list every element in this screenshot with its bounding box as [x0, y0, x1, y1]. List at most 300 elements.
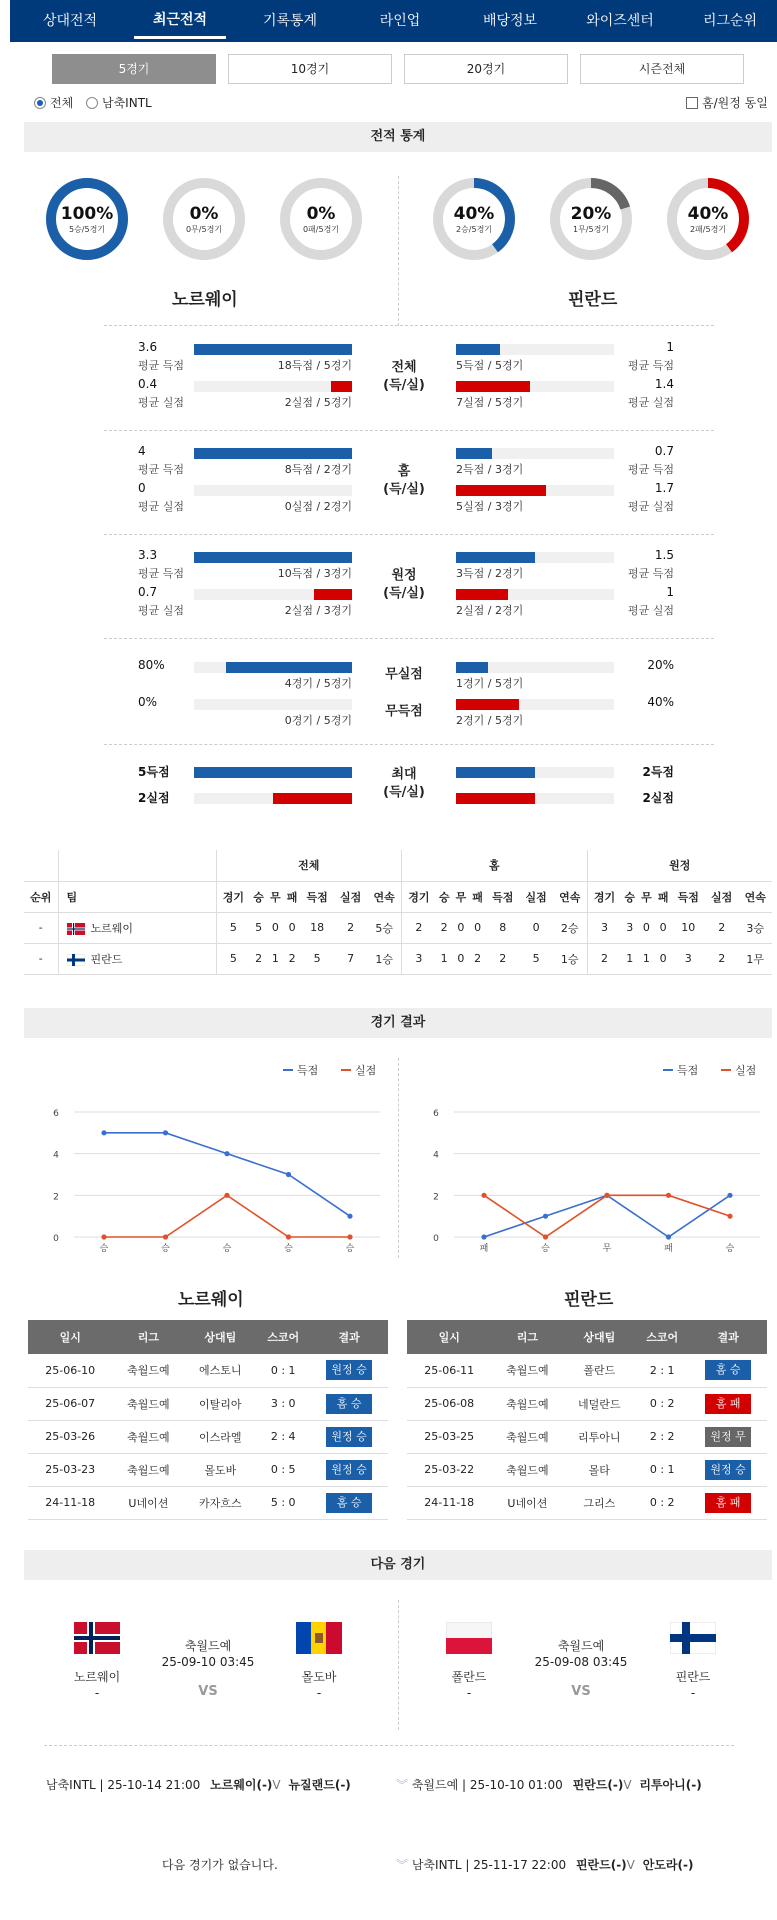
norway-flag-icon	[67, 923, 85, 935]
divider	[104, 325, 714, 326]
x-tick-label: 승	[161, 1244, 170, 1254]
stat-category-sub: (득/실)	[383, 785, 425, 800]
results-cell: 축월드예	[112, 1420, 184, 1453]
results-cell: 25-06-07	[28, 1387, 112, 1420]
donut-percent: 40%	[453, 204, 495, 224]
results-cell: 25-06-11	[407, 1354, 491, 1387]
result-badge: 원정 승	[326, 1360, 372, 1380]
divider	[104, 638, 714, 639]
results-header: 일시	[28, 1320, 112, 1354]
standings-cell: 10	[672, 912, 705, 943]
data-point	[286, 1172, 291, 1177]
home-stat-bar	[331, 381, 352, 392]
filter-intl-label: 남축INTL	[102, 96, 152, 110]
away-stat-sub: 5실점 / 3경기	[456, 500, 524, 513]
away-stat-label: 평균 실점	[627, 604, 674, 617]
next-opponent-team[interactable]: 폴란드	[451, 1670, 487, 1684]
next-away-team[interactable]: 핀란드	[675, 1670, 711, 1684]
results-cell: 축월드예	[112, 1453, 184, 1486]
next-opponent-team[interactable]: 몰도바	[301, 1670, 337, 1684]
svg-text:실점: 실점	[735, 1064, 757, 1077]
standings-cell: 2	[250, 943, 267, 974]
results-cell: U네이션	[491, 1486, 563, 1519]
filter-all-label: 전체	[50, 96, 74, 110]
results-cell: 축월드예	[491, 1387, 563, 1420]
ratio-donut	[549, 177, 633, 261]
away-stat-value: 1	[666, 340, 674, 354]
standings-col-header: 무	[267, 881, 284, 912]
results-cell: 이스라엘	[184, 1420, 256, 1453]
standings-cell: 3승	[738, 912, 772, 943]
away-stat-bar	[456, 589, 508, 600]
results-cell: 24-11-18	[28, 1486, 112, 1519]
nav-tab-4[interactable]: 배당정보	[482, 13, 538, 29]
standings-col-header: 무	[638, 881, 655, 912]
away-stat-sub: 2득점 / 3경기	[456, 463, 524, 476]
y-tick-label: 2	[433, 1192, 439, 1203]
data-point	[101, 1130, 106, 1135]
x-tick-label: 패	[479, 1244, 489, 1254]
results-cell: 그리스	[563, 1486, 635, 1519]
no-next-match: 다음 경기가 없습니다.	[162, 1858, 278, 1872]
norway-flag-icon	[74, 1622, 120, 1654]
standings-cell: 0	[655, 943, 672, 974]
home-stat-bar	[314, 589, 352, 600]
standings-cell: 3	[621, 912, 638, 943]
home-stat-label: 평균 득점	[138, 567, 185, 580]
standings-cell: 18	[300, 912, 333, 943]
standings-cell: 8	[486, 912, 519, 943]
team-cell[interactable]	[58, 943, 216, 974]
result-badge: 홈 승	[326, 1493, 372, 1513]
donut-percent: 20%	[570, 204, 612, 224]
results-cell: 축월드예	[491, 1453, 563, 1486]
results-header: 결과	[310, 1320, 388, 1354]
future-info: 남축INTL | 25-10-14 21:00	[46, 1778, 201, 1792]
future-team: 핀란드(-)	[572, 1778, 624, 1792]
table-row[interactable]	[28, 1486, 388, 1519]
future-v: V	[272, 1778, 281, 1792]
away-stat-value: 1.4	[654, 377, 674, 391]
data-point	[543, 1234, 548, 1239]
standings-cell: 1무	[738, 943, 772, 974]
home-stat-bar	[194, 552, 352, 563]
same-home-away-label: 홈/원정 동일	[702, 96, 768, 110]
ratio-donut	[162, 177, 246, 261]
standings-col-header: 승	[250, 881, 267, 912]
standings-col-header: 실점	[519, 881, 552, 912]
y-tick-label: 0	[53, 1234, 59, 1244]
standings-cell: 0	[453, 912, 470, 943]
data-point	[163, 1130, 168, 1135]
results-cell: 축월드예	[112, 1354, 184, 1387]
future-match-away-1[interactable]	[396, 1776, 702, 1793]
results-cell: 2 : 2	[635, 1420, 689, 1453]
nav-tab-2[interactable]: 기록통계	[262, 13, 318, 29]
standings-col-header: 실점	[705, 881, 738, 912]
vs-label: VS	[571, 1684, 591, 1699]
results-cell: 축월드예	[491, 1354, 563, 1387]
result-cell	[310, 1387, 388, 1420]
standings-cell: 0	[469, 912, 486, 943]
results-cell: 네덜란드	[563, 1387, 635, 1420]
same-home-away-checkbox[interactable]	[686, 94, 768, 111]
standings-group-header: 홈	[402, 850, 588, 881]
results-cell: 이탈리아	[184, 1387, 256, 1420]
results-cell: 25-06-10	[28, 1354, 112, 1387]
divider	[398, 176, 399, 326]
standings-col-header: 패	[469, 881, 486, 912]
standings-cell: 5	[519, 943, 552, 974]
donut-sub: 1무/5경기	[572, 225, 610, 234]
standings-cell: 5	[216, 943, 250, 974]
away-stat-sub: 3득점 / 2경기	[456, 567, 524, 580]
result-cell	[689, 1387, 767, 1420]
home-stat-bar	[273, 793, 352, 804]
standings-cell: 2	[469, 943, 486, 974]
vs-label: VS	[198, 1684, 218, 1699]
standings-cell: 1승	[367, 943, 401, 974]
result-cell	[689, 1420, 767, 1453]
away-stat-value: 40%	[647, 695, 674, 709]
poland-flag-icon	[446, 1622, 492, 1654]
home-results-title: 노르웨이	[178, 1290, 244, 1310]
result-badge: 원정 승	[326, 1460, 372, 1480]
results-cell: 축월드예	[112, 1387, 184, 1420]
results-cell: 폴란드	[563, 1354, 635, 1387]
data-point	[727, 1214, 732, 1219]
stat-category-title: 전체	[391, 360, 417, 375]
x-tick-label: 무	[602, 1244, 612, 1254]
filter-intl-radio[interactable]	[86, 94, 152, 111]
finland-flag-icon	[670, 1622, 716, 1654]
next-time: 25-09-10 03:45	[161, 1655, 255, 1669]
divider	[398, 1058, 399, 1258]
stat-category-title: 홈	[397, 464, 411, 479]
standings-cell: 0	[655, 912, 672, 943]
range-button-3[interactable]: 시즌전체	[580, 54, 744, 84]
results-cell: 카자흐스	[184, 1486, 256, 1519]
svg-text:득점: 득점	[297, 1064, 319, 1077]
range-button-2[interactable]: 20경기	[404, 54, 568, 84]
future-team: 노르웨이(-)	[210, 1778, 273, 1792]
x-tick-label: 승	[541, 1244, 550, 1254]
nav-tab-0[interactable]: 상대전적	[42, 13, 98, 29]
data-point	[727, 1193, 732, 1198]
home-stat-value: 5득점	[138, 765, 170, 779]
result-badge: 홈 패	[705, 1394, 751, 1414]
away-results-chart	[420, 1060, 770, 1260]
top-nav	[10, 0, 777, 42]
standings-col-header: 득점	[300, 881, 333, 912]
results-cell: 2 : 4	[256, 1420, 310, 1453]
radio-unselected-icon	[86, 97, 98, 109]
standings-cell: 2	[436, 912, 453, 943]
home-stat-label: 평균 실점	[138, 396, 185, 409]
legend-item	[341, 1063, 376, 1077]
away-stat-sub: 5득점 / 5경기	[456, 359, 524, 372]
standings-cell: 5	[300, 943, 333, 974]
result-badge: 원정 무	[705, 1427, 751, 1447]
data-point	[666, 1193, 671, 1198]
result-cell	[689, 1354, 767, 1387]
table-row[interactable]	[28, 1387, 388, 1420]
home-stat-sub: 2실점 / 5경기	[284, 396, 352, 409]
table-row[interactable]	[407, 1453, 767, 1486]
data-point	[543, 1214, 548, 1219]
standings-cell: 2승	[553, 912, 587, 943]
away-stat-label: 평균 실점	[627, 500, 674, 513]
team-name: 핀란드	[90, 952, 123, 966]
future-v: V	[626, 1858, 635, 1872]
results-cell: 25-03-25	[407, 1420, 491, 1453]
home-results-chart	[40, 1060, 390, 1260]
stat-category-title: 최대	[391, 767, 417, 782]
result-badge: 원정 승	[705, 1460, 751, 1480]
away-results-title: 핀란드	[564, 1290, 614, 1310]
series-line-0	[484, 1195, 730, 1237]
y-tick-label: 4	[53, 1150, 59, 1161]
results-cell: 25-03-22	[407, 1453, 491, 1486]
series-line-1	[484, 1195, 730, 1237]
away-stat-label: 평균 득점	[627, 359, 674, 372]
filter-all-radio[interactable]	[34, 94, 73, 111]
team-cell[interactable]	[58, 912, 216, 943]
away-stat-value: 2실점	[642, 791, 674, 805]
donut-sub: 0무/5경기	[185, 225, 223, 234]
away-stat-label: 평균 실점	[627, 396, 674, 409]
results-cell: 몰도바	[184, 1453, 256, 1486]
away-team-title: 핀란드	[568, 290, 618, 310]
section-match-results: 경기 결과	[24, 1008, 772, 1038]
standings-group-header: 전체	[216, 850, 402, 881]
standings-cell: 5	[250, 912, 267, 943]
donut-sub: 0패/5경기	[302, 225, 340, 234]
results-cell: 0 : 2	[635, 1486, 689, 1519]
legend-item	[721, 1063, 756, 1077]
away-results-table	[407, 1320, 767, 1520]
table-row	[24, 912, 772, 943]
results-header: 결과	[689, 1320, 767, 1354]
table-row[interactable]	[407, 1354, 767, 1387]
y-tick-label: 6	[433, 1109, 439, 1119]
standings-col-header: 실점	[334, 881, 367, 912]
results-header: 일시	[407, 1320, 491, 1354]
x-tick-label: 승	[345, 1244, 355, 1254]
away-stat-value: 2득점	[642, 765, 674, 779]
results-header: 스코어	[635, 1320, 689, 1354]
results-header: 상대팀	[563, 1320, 635, 1354]
donut-percent: 0%	[306, 204, 336, 224]
result-badge: 홈 패	[705, 1493, 751, 1513]
results-header: 리그	[491, 1320, 563, 1354]
next-league: 축월드예	[557, 1639, 605, 1653]
x-tick-label: 승	[222, 1244, 232, 1254]
nav-tab-3[interactable]: 라인업	[379, 13, 421, 29]
standings-cell: 5	[216, 912, 250, 943]
future-info: 축월드예 | 25-10-10 01:00	[411, 1778, 563, 1792]
table-row[interactable]	[407, 1420, 767, 1453]
away-stat-bar	[456, 344, 500, 355]
away-stat-bar	[456, 485, 546, 496]
standings-col-header: 득점	[672, 881, 705, 912]
standings-cell: 0	[453, 943, 470, 974]
away-stat-value: 0.7	[654, 444, 674, 458]
donut-percent: 100%	[60, 204, 114, 224]
standings-group-header: 원정	[587, 850, 772, 881]
ratio-donut	[432, 177, 516, 261]
radio-selected-icon	[34, 97, 46, 109]
chevron-down-icon: ︾	[396, 1778, 409, 1792]
next-time: 25-09-08 03:45	[534, 1655, 628, 1669]
results-cell: 2 : 1	[635, 1354, 689, 1387]
home-stat-value: 80%	[138, 658, 165, 672]
table-row[interactable]	[28, 1453, 388, 1486]
standings-cell: 0	[284, 912, 301, 943]
home-stat-value: 4	[138, 444, 146, 458]
away-stat-value: 1	[666, 585, 674, 599]
x-tick-label: 승	[725, 1244, 735, 1254]
nav-tab-6[interactable]: 리그순위	[702, 13, 758, 29]
home-stat-bar	[226, 662, 352, 673]
divider	[398, 1600, 399, 1730]
home-stat-value: 0	[138, 481, 146, 495]
standings-col-header: 승	[621, 881, 638, 912]
results-cell: 25-06-08	[407, 1387, 491, 1420]
next-opponent-rank: -	[466, 1686, 472, 1700]
x-tick-label: 승	[284, 1244, 293, 1254]
range-button-1[interactable]: 10경기	[228, 54, 392, 84]
data-point	[604, 1193, 609, 1198]
y-tick-label: 0	[433, 1234, 439, 1244]
home-stat-sub: 10득점 / 3경기	[277, 567, 352, 580]
bar-track	[194, 485, 352, 496]
next-home-team[interactable]: 노르웨이	[73, 1670, 121, 1684]
table-row	[24, 943, 772, 974]
away-stat-label: 평균 득점	[627, 463, 674, 476]
home-stat-value: 3.3	[138, 548, 158, 562]
table-row[interactable]	[407, 1387, 767, 1420]
table-row[interactable]	[28, 1420, 388, 1453]
standings-col-header: 득점	[486, 881, 519, 912]
series-line-1	[104, 1195, 350, 1237]
next-home-rank: -	[94, 1686, 100, 1700]
stat-category-sub: (득/실)	[383, 378, 425, 393]
away-stat-sub: 2실점 / 2경기	[456, 604, 524, 617]
range-button-0[interactable]: 5경기	[52, 54, 216, 84]
ratio-donut	[279, 177, 363, 261]
next-league: 축월드예	[184, 1639, 232, 1653]
results-cell: U네이션	[112, 1486, 184, 1519]
divider	[104, 744, 714, 745]
future-opponent: 리투아니(-)	[639, 1778, 702, 1792]
home-stat-value: 2실점	[138, 791, 170, 805]
results-cell: 0 : 5	[256, 1453, 310, 1486]
table-row[interactable]	[28, 1354, 388, 1387]
future-match-away-2[interactable]	[396, 1856, 693, 1873]
bar-track	[194, 381, 352, 392]
table-row[interactable]	[407, 1486, 767, 1519]
nav-tab-5[interactable]: 와이즈센터	[586, 13, 654, 29]
home-stat-sub: 4경기 / 5경기	[284, 677, 352, 690]
moldova-flag-icon	[296, 1622, 342, 1654]
home-stat-sub: 18득점 / 5경기	[277, 359, 352, 372]
standings-cell: 2	[486, 943, 519, 974]
data-point	[481, 1234, 486, 1239]
standings-cell: 0	[519, 912, 552, 943]
y-tick-label: 4	[433, 1150, 439, 1161]
results-header: 리그	[112, 1320, 184, 1354]
standings-col-header: 패	[284, 881, 301, 912]
team-name: 노르웨이	[90, 921, 134, 935]
donut-percent: 40%	[687, 204, 729, 224]
svg-text:득점: 득점	[677, 1064, 699, 1077]
away-stat-bar	[456, 448, 492, 459]
home-team-title: 노르웨이	[172, 290, 238, 310]
away-stat-sub: 2경기 / 5경기	[456, 714, 524, 727]
standings-col-header: 연속	[553, 881, 587, 912]
stat-category-title: 무실점	[385, 667, 423, 682]
donut-sub: 5승/5경기	[68, 225, 106, 234]
result-badge: 홈 승	[705, 1360, 751, 1380]
stat-category	[364, 463, 444, 499]
rank-cell: -	[24, 943, 58, 974]
standings-col-header: 무	[453, 881, 470, 912]
donut-sub: 2승/5경기	[455, 225, 493, 234]
away-stat-bar	[456, 552, 535, 563]
results-cell: 3 : 0	[256, 1387, 310, 1420]
standings-col-header: 경기	[587, 881, 621, 912]
home-results-table	[28, 1320, 388, 1520]
data-point	[163, 1234, 168, 1239]
divider	[44, 1745, 734, 1746]
x-tick-label: 승	[99, 1244, 109, 1254]
future-match-home-1[interactable]	[46, 1776, 351, 1793]
standings-col-header: 경기	[216, 881, 250, 912]
result-cell	[310, 1453, 388, 1486]
stat-category	[364, 766, 444, 802]
standings-cell: 2	[284, 943, 301, 974]
result-cell	[310, 1486, 388, 1519]
header-empty	[58, 850, 216, 881]
away-stat-bar	[456, 699, 519, 710]
standings-cell: 1	[638, 943, 655, 974]
standings-col-header: 승	[436, 881, 453, 912]
home-stat-bar	[194, 767, 352, 778]
rank-header: 순위	[24, 881, 58, 912]
away-stat-bar	[456, 662, 488, 673]
home-stat-sub: 0경기 / 5경기	[284, 714, 352, 727]
result-cell	[689, 1453, 767, 1486]
series-line-0	[104, 1133, 350, 1216]
data-point	[101, 1234, 106, 1239]
away-stat-value: 1.5	[654, 548, 674, 562]
standings-cell: 5승	[367, 912, 401, 943]
ratio-donut	[45, 177, 129, 261]
results-cell: 0 : 1	[256, 1354, 310, 1387]
standings-cell: 2	[402, 912, 436, 943]
data-point	[224, 1151, 229, 1156]
nav-tab-1[interactable]: 최근전적	[134, 0, 226, 39]
standings-cell: 1	[267, 943, 284, 974]
legend-item	[283, 1063, 318, 1077]
results-cell: 리투아니	[563, 1420, 635, 1453]
standings-cell: 3	[402, 943, 436, 974]
standings-col-header: 연속	[367, 881, 401, 912]
home-stat-value: 0%	[138, 695, 158, 709]
results-cell: 0 : 1	[635, 1453, 689, 1486]
stat-category	[364, 567, 444, 603]
